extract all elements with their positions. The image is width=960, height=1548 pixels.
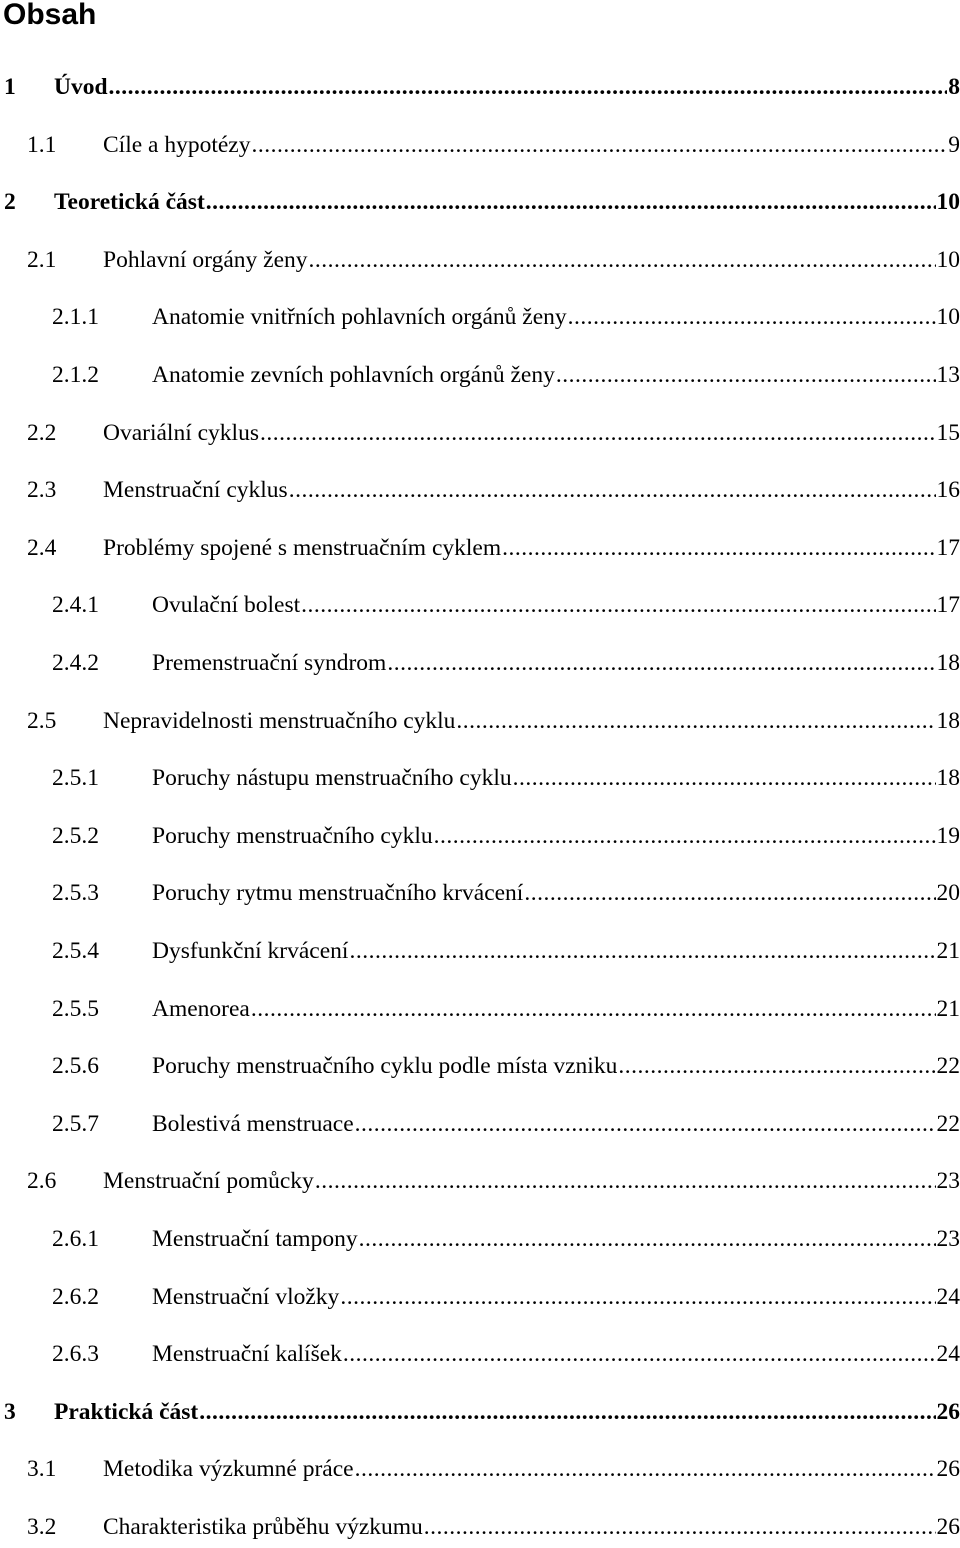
dot-leader <box>251 994 936 1024</box>
toc-entry[interactable] <box>52 360 960 390</box>
toc-entry-title: Menstruační vložky <box>152 1283 340 1310</box>
toc-entry-number: 2.6.1 <box>52 1226 99 1252</box>
toc-entry-number: 2.3 <box>27 477 57 504</box>
toc-entry-title: Amenorea <box>152 995 250 1022</box>
toc-entry-title: Charakteristika průběhu výzkumu <box>103 1514 423 1540</box>
dot-leader <box>355 1109 936 1139</box>
dot-leader <box>343 1339 936 1369</box>
dot-leader <box>349 936 935 966</box>
toc-entry-page: 8 <box>948 74 960 100</box>
toc-entry-title: Menstruační pomůcky <box>103 1168 314 1195</box>
toc-entry-page: 20 <box>936 880 960 907</box>
toc-entry-number: 2.5.4 <box>52 938 99 964</box>
toc-entry-number: 2.5.5 <box>52 995 99 1022</box>
toc-entry-number: 1.1 <box>27 131 57 158</box>
toc-entry-title: Poruchy menstruačního cyklu <box>152 822 433 849</box>
toc-entry-number: 2.5.3 <box>52 880 99 907</box>
toc-entry-number: 2.1.1 <box>52 304 99 331</box>
dot-leader <box>206 187 936 217</box>
toc-entry-page: 21 <box>936 995 960 1022</box>
toc-entry-title: Bolestivá menstruace <box>152 1110 354 1137</box>
dot-leader <box>199 1397 935 1427</box>
toc-entry-title: Nepravidelnosti menstruačního cyklu <box>103 707 456 734</box>
toc-entry-page: 10 <box>936 189 960 216</box>
dot-leader <box>301 590 935 620</box>
toc-entry[interactable] <box>27 130 960 160</box>
toc-entry-title: Praktická část <box>54 1398 199 1425</box>
dot-leader <box>251 130 947 160</box>
toc-entry[interactable] <box>52 936 960 966</box>
toc-entry[interactable] <box>4 72 960 102</box>
dot-leader <box>109 72 948 102</box>
toc-entry-number: 2.5 <box>27 707 57 734</box>
toc-entry-title: Poruchy nástupu menstruačního cyklu <box>152 765 512 792</box>
toc-entry-page: 17 <box>936 592 960 619</box>
dot-leader <box>359 1224 936 1254</box>
dot-leader <box>513 763 936 793</box>
toc-entry-number: 1 <box>4 74 16 100</box>
toc-entry-page: 23 <box>936 1226 960 1252</box>
toc-entry-number: 2.2 <box>27 419 57 446</box>
toc-entry-number: 3.1 <box>27 1456 57 1483</box>
toc-entry-number: 3 <box>4 1398 16 1425</box>
dot-leader <box>502 533 935 563</box>
toc-entry[interactable] <box>52 1051 960 1081</box>
toc-entry-title: Anatomie vnitřních pohlavních orgánů ženy <box>152 304 567 331</box>
toc-entry-page: 17 <box>936 534 960 561</box>
toc-entry-page: 16 <box>936 477 960 504</box>
dot-leader <box>434 821 936 851</box>
toc-entry-title: Anatomie zevních pohlavních orgánů ženy <box>152 362 555 388</box>
dot-leader <box>289 475 936 505</box>
dot-leader <box>355 1454 936 1484</box>
toc-entry-number: 2.6.2 <box>52 1283 99 1310</box>
toc-entry[interactable] <box>27 475 960 505</box>
toc-entry-page: 18 <box>936 707 960 734</box>
dot-leader <box>556 360 936 390</box>
toc-entry-page: 21 <box>936 938 960 964</box>
toc-entry-title: Premenstruační syndrom <box>152 650 387 676</box>
toc-entry-number: 2.1.2 <box>52 362 99 388</box>
toc-entry-page: 24 <box>936 1341 960 1368</box>
toc-entry-title: Dysfunkční krvácení <box>152 938 349 964</box>
toc-entry-title: Teoretická část <box>54 189 205 216</box>
toc-entry-page: 26 <box>936 1456 960 1483</box>
dot-leader <box>387 648 935 678</box>
toc-entry-title: Poruchy menstruačního cyklu podle místa vzniku <box>152 1053 618 1080</box>
toc-entry-title: Pohlavní orgány ženy <box>103 246 308 273</box>
toc-entry[interactable] <box>27 533 960 563</box>
toc-entry[interactable] <box>52 1339 960 1369</box>
toc-entry[interactable] <box>52 648 960 678</box>
toc-entry[interactable] <box>27 1166 960 1196</box>
toc-entry-page: 13 <box>936 362 960 388</box>
toc-entry-title: Ovulační bolest <box>152 592 301 619</box>
toc-entry-number: 2.5.6 <box>52 1053 99 1080</box>
toc-entry[interactable] <box>52 1282 960 1312</box>
toc-entry[interactable] <box>52 994 960 1024</box>
toc-entry-page: 26 <box>936 1514 960 1540</box>
toc-entry-number: 3.2 <box>27 1514 57 1540</box>
toc-entry-page: 9 <box>948 131 960 158</box>
toc-entry[interactable] <box>4 1397 960 1427</box>
toc-entry-number: 2.4 <box>27 534 57 561</box>
toc-entry-page: 22 <box>936 1053 960 1080</box>
toc-entry-page: 19 <box>936 822 960 849</box>
toc-entry[interactable] <box>27 1512 960 1542</box>
dot-leader <box>568 302 936 332</box>
toc-entry-page: 15 <box>936 419 960 446</box>
toc-entry[interactable] <box>52 1224 960 1254</box>
toc-heading: Obsah <box>3 0 97 31</box>
toc-entry[interactable] <box>52 763 960 793</box>
toc-entry-page: 18 <box>936 765 960 792</box>
toc-entry[interactable] <box>52 1109 960 1139</box>
dot-leader <box>618 1051 935 1081</box>
toc-entry-title: Menstruační tampony <box>152 1226 358 1252</box>
toc-entry[interactable] <box>4 187 960 217</box>
toc-entry-page: 18 <box>936 650 960 676</box>
toc-entry-title: Problémy spojené s menstruačním cyklem <box>103 534 502 561</box>
toc-entry[interactable] <box>52 878 960 908</box>
toc-entry-number: 2.1 <box>27 246 57 273</box>
toc-entry-title: Poruchy rytmu menstruačního krvácení <box>152 880 524 907</box>
dot-leader <box>309 245 936 275</box>
toc-entry-number: 2.5.7 <box>52 1110 99 1137</box>
dot-leader <box>315 1166 936 1196</box>
toc-entry-number: 2.5.1 <box>52 765 99 792</box>
toc-entry[interactable] <box>52 821 960 851</box>
toc-entry-title: Cíle a hypotézy <box>103 131 251 158</box>
toc-entry-number: 2.4.1 <box>52 592 99 619</box>
toc-entry[interactable] <box>27 245 960 275</box>
toc-entry-title: Menstruační cyklus <box>103 477 288 504</box>
toc-entry-title: Menstruační kalíšek <box>152 1341 342 1368</box>
dot-leader <box>456 706 935 736</box>
toc-entry[interactable] <box>27 706 960 736</box>
toc-entry-number: 2.4.2 <box>52 650 99 676</box>
toc-entry-title: Metodika výzkumné práce <box>103 1456 354 1483</box>
toc-entry[interactable] <box>52 302 960 332</box>
toc-entry-page: 10 <box>936 246 960 273</box>
toc-entry[interactable] <box>52 590 960 620</box>
toc-entry-title: Úvod <box>54 74 108 100</box>
toc-entry-page: 10 <box>936 304 960 331</box>
toc-entry-page: 22 <box>936 1110 960 1137</box>
toc-entry-page: 26 <box>936 1398 960 1425</box>
toc-entry-page: 24 <box>936 1283 960 1310</box>
toc-entry[interactable] <box>27 418 960 448</box>
dot-leader <box>524 878 935 908</box>
toc-entry-number: 2 <box>4 189 16 216</box>
dot-leader <box>340 1282 935 1312</box>
dot-leader <box>260 418 936 448</box>
toc-entry-number: 2.6 <box>27 1168 57 1195</box>
toc-entry-number: 2.5.2 <box>52 822 99 849</box>
toc-entry-number: 2.6.3 <box>52 1341 99 1368</box>
toc-entry-title: Ovariální cyklus <box>103 419 259 446</box>
toc-entry[interactable] <box>27 1454 960 1484</box>
dot-leader <box>424 1512 936 1542</box>
toc-entry-page: 23 <box>936 1168 960 1195</box>
